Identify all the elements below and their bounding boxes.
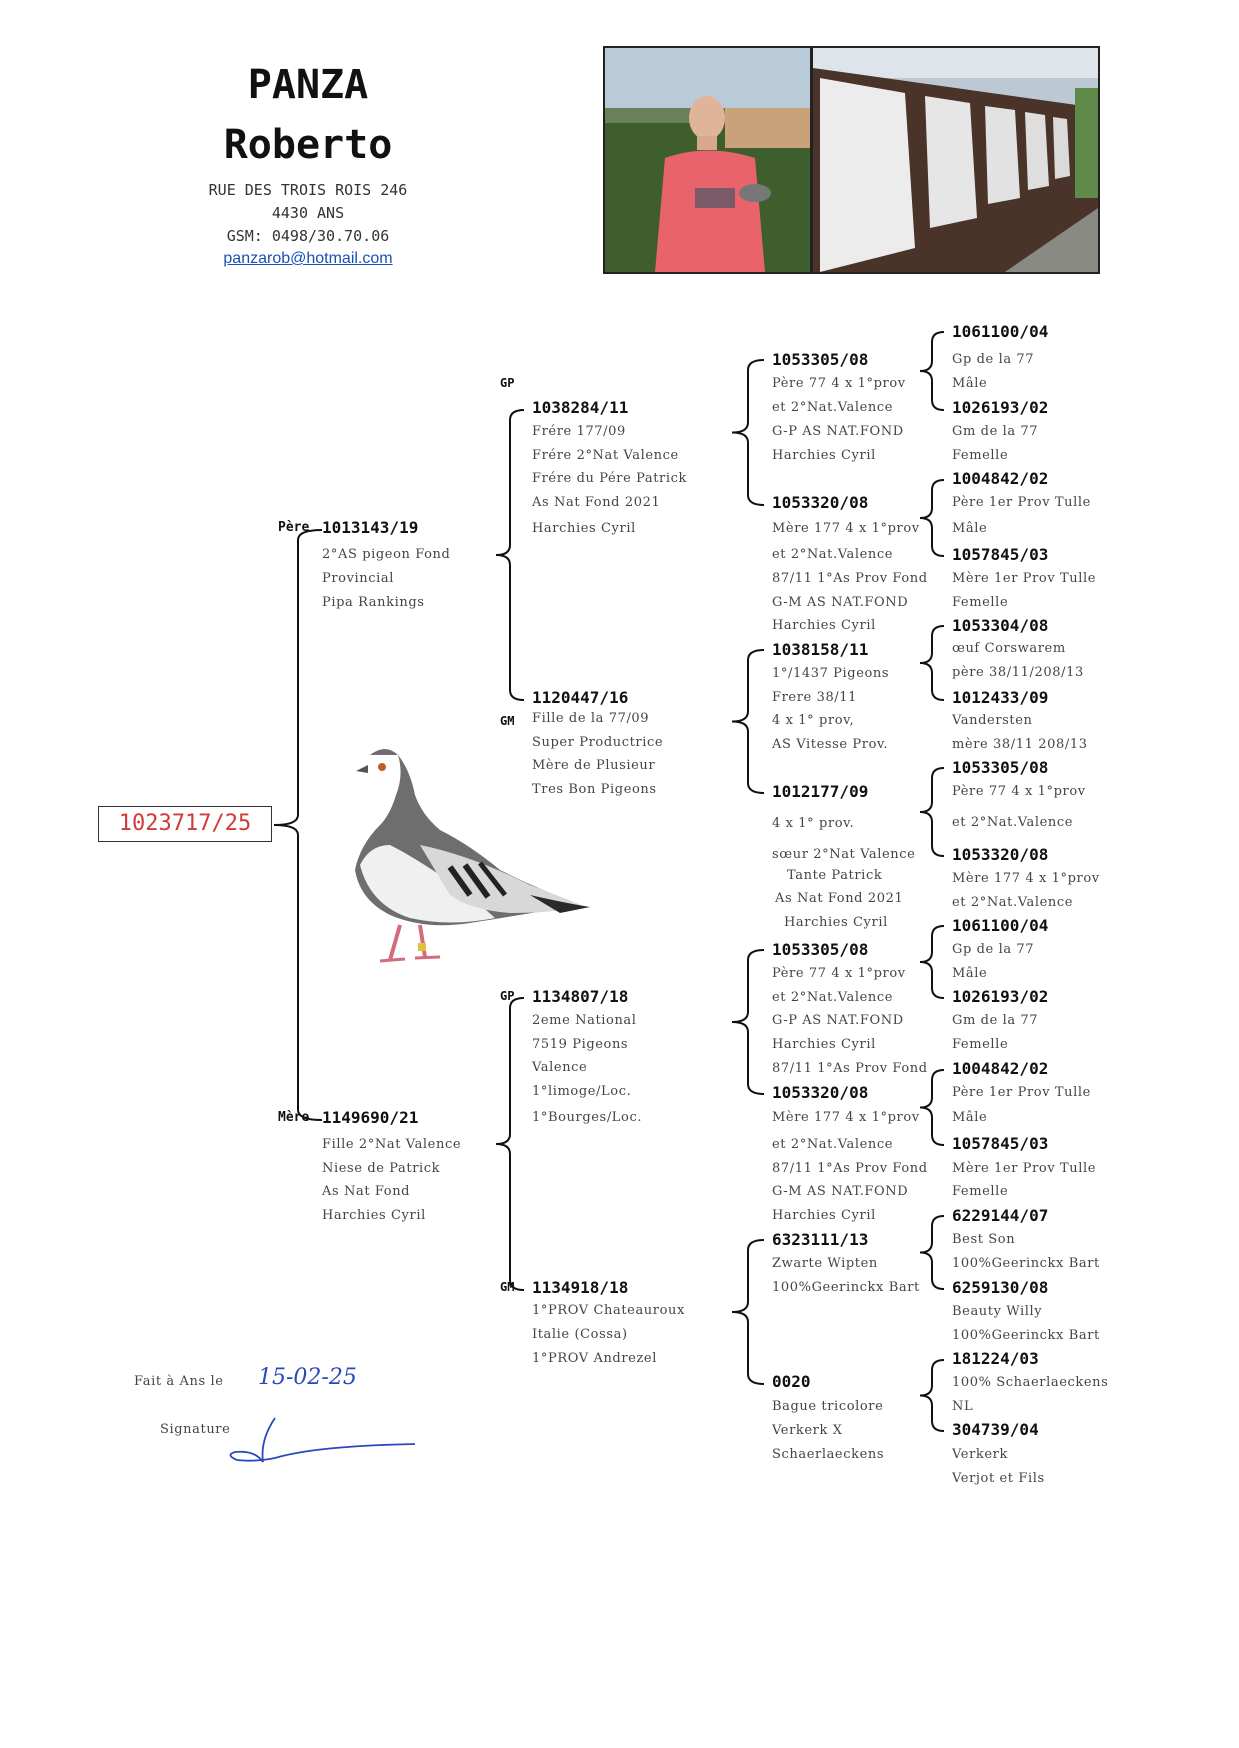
- pere-gp-info-line: Harchies Cyril: [532, 521, 636, 536]
- ancestor-info-line: Mâle: [952, 521, 988, 536]
- ancestor-info-line: et 2°Nat.Valence: [772, 990, 894, 1005]
- ancestor-info-line: AS Vitesse Prov.: [772, 737, 889, 752]
- pedigree-bracket: [732, 360, 764, 505]
- ancestor-ring: 181224/03: [952, 1349, 1039, 1368]
- ancestor-info-line: Mâle: [952, 966, 988, 981]
- breeder-firstname: Roberto: [223, 122, 393, 168]
- ancestor-info-line: Frere 38/11: [772, 690, 858, 705]
- ancestor-info-line: Mâle: [952, 1110, 988, 1125]
- ancestor-info-line: Père 77 4 x 1°prov: [772, 376, 906, 391]
- ancestor-info-line: Verkerk X: [772, 1423, 843, 1438]
- breeder-address: RUE DES TROIS ROIS 246: [208, 181, 408, 199]
- mere-gm-info-line: 1°PROV Chateauroux: [532, 1303, 685, 1318]
- ancestor-info-line: Mère 177 4 x 1°prov: [952, 871, 1100, 886]
- mere-gp-info-line: 1°limoge/Loc.: [532, 1084, 632, 1099]
- pere-gp-ring: 1038284/11: [532, 398, 629, 417]
- ancestor-info-line: 1°/1437 Pigeons: [772, 666, 890, 681]
- signature-date: 15-02-25: [258, 1365, 357, 1390]
- ancestor-info-line: Femelle: [952, 1184, 1009, 1199]
- mere-gp-info-line: 2eme National: [532, 1013, 637, 1028]
- ancestor-info-line: 4 x 1° prov,: [772, 713, 855, 728]
- ancestor-info-line: Harchies Cyril: [772, 1208, 876, 1223]
- pedigree-bracket: [732, 1240, 764, 1384]
- ancestor-ring: 304739/04: [952, 1420, 1039, 1439]
- ancestor-info-line: Femelle: [952, 595, 1009, 610]
- ancestor-info-line: G-P AS NAT.FOND: [772, 424, 904, 439]
- ancestor-info-line: 100%Geerinckx Bart: [952, 1256, 1100, 1271]
- pere-label: Père: [278, 520, 310, 535]
- ancestor-info-line: Mère 1er Prov Tulle: [952, 571, 1097, 586]
- ancestor-info-line: Mère 1er Prov Tulle: [952, 1161, 1097, 1176]
- ancestor-info-line: 4 x 1° prov.: [772, 816, 855, 831]
- pere-info-line: Pipa Rankings: [322, 595, 425, 610]
- pedigree-bracket: [496, 410, 524, 700]
- breeder-email-link[interactable]: panzarob@hotmail.com: [223, 250, 393, 267]
- pedigree-bracket: [274, 530, 322, 1120]
- ancestor-info-line: Harchies Cyril: [784, 915, 888, 930]
- pedigree-bracket: [920, 926, 944, 998]
- ancestor-info-line: Gp de la 77: [952, 352, 1035, 367]
- pere-info-line: 2°AS pigeon Fond: [322, 547, 451, 562]
- mere-gm-info-line: Italie (Cossa): [532, 1327, 628, 1342]
- ancestor-ring: 6229144/07: [952, 1206, 1049, 1225]
- ancestor-info-line: Femelle: [952, 448, 1009, 463]
- ancestor-info-line: Mère 177 4 x 1°prov: [772, 1110, 920, 1125]
- signature-icon: [215, 1410, 425, 1470]
- pere-gp-info-line: Frére 177/09: [532, 424, 626, 439]
- pere-gm-info-line: Fille de la 77/09: [532, 711, 650, 726]
- mere-gp-info-line: Valence: [532, 1060, 588, 1075]
- pere-gp-info-line: As Nat Fond 2021: [532, 495, 661, 510]
- pere-gm-ring: 1120447/16: [532, 688, 629, 707]
- ancestor-info-line: NL: [952, 1399, 974, 1414]
- fait-label: Fait à Ans le: [134, 1374, 224, 1389]
- ancestor-info-line: Zwarte Wipten: [772, 1256, 878, 1271]
- ancestor-info-line: Beauty Willy: [952, 1304, 1043, 1319]
- ancestor-ring: 1012433/09: [952, 688, 1049, 707]
- ancestor-info-line: Père 77 4 x 1°prov: [772, 966, 906, 981]
- mere-gp-info-line: 7519 Pigeons: [532, 1037, 629, 1052]
- ancestor-info-line: et 2°Nat.Valence: [772, 547, 894, 562]
- mere-gp-label: GP: [500, 989, 515, 1003]
- ancestor-ring: 1026193/02: [952, 398, 1049, 417]
- pere-gm-info-line: Mère de Plusieur: [532, 758, 656, 773]
- mere-gm-label: GM: [500, 1280, 515, 1294]
- ancestor-ring: 6323111/13: [772, 1230, 869, 1249]
- mere-gm-ring: 1134918/18: [532, 1278, 629, 1297]
- pere-gm-info-line: Tres Bon Pigeons: [532, 782, 657, 797]
- ancestor-ring: 1053304/08: [952, 616, 1049, 635]
- ancestor-info-line: Harchies Cyril: [772, 448, 876, 463]
- ancestor-info-line: et 2°Nat.Valence: [772, 1137, 894, 1152]
- ancestor-ring: 1053320/08: [772, 493, 869, 512]
- mere-info-line: Niese de Patrick: [322, 1161, 441, 1176]
- mere-info-line: Harchies Cyril: [322, 1208, 426, 1223]
- mere-info-line: As Nat Fond: [322, 1184, 411, 1199]
- ancestor-info-line: Gm de la 77: [952, 424, 1039, 439]
- pere-gm-label: GM: [500, 714, 515, 728]
- pere-gp-info-line: Frére 2°Nat Valence: [532, 448, 679, 463]
- ancestor-info-line: Vandersten: [952, 713, 1033, 728]
- ancestor-info-line: Père 77 4 x 1°prov: [952, 784, 1086, 799]
- pedigree-bracket: [732, 950, 764, 1094]
- ancestor-info-line: 87/11 1°As Prov Fond: [772, 1061, 928, 1076]
- ancestor-info-line: mère 38/11 208/13: [952, 737, 1088, 752]
- ancestor-ring: 1053305/08: [772, 940, 869, 959]
- ancestor-info-line: 87/11 1°As Prov Fond: [772, 571, 928, 586]
- ancestor-info-line: Tante Patrick: [787, 868, 883, 883]
- ancestor-info-line: et 2°Nat.Valence: [952, 815, 1074, 830]
- ancestor-ring: 1038158/11: [772, 640, 869, 659]
- ancestor-ring: 1026193/02: [952, 987, 1049, 1006]
- ancestor-info-line: Gp de la 77: [952, 942, 1035, 957]
- ancestor-info-line: Harchies Cyril: [772, 1037, 876, 1052]
- ancestor-info-line: Harchies Cyril: [772, 618, 876, 633]
- ancestor-info-line: 100%Geerinckx Bart: [772, 1280, 920, 1295]
- main-ring-number: 1023717/25: [98, 806, 272, 842]
- ancestor-info-line: G-M AS NAT.FOND: [772, 1184, 909, 1199]
- ancestor-ring: 1004842/02: [952, 1059, 1049, 1078]
- mere-gm-info-line: 1°PROV Andrezel: [532, 1351, 657, 1366]
- ancestor-ring: 1053320/08: [952, 845, 1049, 864]
- ancestor-info-line: et 2°Nat.Valence: [772, 400, 894, 415]
- ancestor-info-line: et 2°Nat.Valence: [952, 895, 1074, 910]
- pere-gp-info-line: Frére du Pére Patrick: [532, 471, 687, 486]
- ancestor-ring: 1057845/03: [952, 1134, 1049, 1153]
- ancestor-ring: 1061100/04: [952, 322, 1049, 341]
- ancestor-info-line: Verkerk: [952, 1447, 1008, 1462]
- ancestor-ring: 1004842/02: [952, 469, 1049, 488]
- ancestor-info-line: Mâle: [952, 376, 988, 391]
- ancestor-ring: 1061100/04: [952, 916, 1049, 935]
- ancestor-info-line: Bague tricolore: [772, 1399, 884, 1414]
- signature-label: Signature: [160, 1422, 231, 1437]
- breeder-gsm: GSM: 0498/30.70.06: [226, 227, 390, 245]
- mere-gp-ring: 1134807/18: [532, 987, 629, 1006]
- mere-label: Mère: [278, 1110, 310, 1125]
- ancestor-info-line: Best Son: [952, 1232, 1016, 1247]
- ancestor-info-line: Mère 177 4 x 1°prov: [772, 521, 920, 536]
- breeder-surname: PANZA: [247, 62, 369, 108]
- pedigree-bracket: [920, 626, 944, 700]
- ancestor-info-line: Gm de la 77: [952, 1013, 1039, 1028]
- ancestor-ring: 1053305/08: [952, 758, 1049, 777]
- ancestor-info-line: Schaerlaeckens: [772, 1447, 885, 1462]
- ancestor-ring: 1053305/08: [772, 350, 869, 369]
- mere-gp-info-line: 1°Bourges/Loc.: [532, 1110, 643, 1125]
- pedigree-bracket: [920, 1070, 944, 1145]
- ancestor-ring: 1012177/09: [772, 782, 869, 801]
- pedigree-bracket: [496, 998, 524, 1290]
- pedigree-bracket: [920, 1216, 944, 1289]
- pedigree-bracket: [920, 1360, 944, 1431]
- pedigree-bracket: [732, 650, 764, 793]
- ancestor-ring: 6259130/08: [952, 1278, 1049, 1297]
- ancestor-info-line: Femelle: [952, 1037, 1009, 1052]
- pedigree-bracket: [920, 768, 944, 856]
- mere-ring: 1149690/21: [322, 1108, 419, 1127]
- ancestor-ring: 1057845/03: [952, 545, 1049, 564]
- ancestor-info-line: 100%Geerinckx Bart: [952, 1328, 1100, 1343]
- mere-info-line: Fille 2°Nat Valence: [322, 1137, 462, 1152]
- ancestor-info-line: Père 1er Prov Tulle: [952, 495, 1091, 510]
- ancestor-info-line: œuf Corswarem: [952, 641, 1066, 656]
- ancestor-info-line: 87/11 1°As Prov Fond: [772, 1161, 928, 1176]
- ancestor-info-line: G-M AS NAT.FOND: [772, 595, 909, 610]
- pedigree-bracket: [920, 480, 944, 556]
- pere-info-line: Provincial: [322, 571, 395, 586]
- pere-ring: 1013143/19: [322, 518, 419, 537]
- ancestor-info-line: Verjot et Fils: [952, 1471, 1045, 1486]
- breeder-city: 4430 ANS: [271, 204, 345, 222]
- ancestor-ring: 1053320/08: [772, 1083, 869, 1102]
- ancestor-info-line: G-P AS NAT.FOND: [772, 1013, 904, 1028]
- ancestor-info-line: As Nat Fond 2021: [775, 891, 904, 906]
- ancestor-info-line: 100% Schaerlaeckens: [952, 1375, 1109, 1390]
- pere-gp-label: GP: [500, 376, 515, 390]
- ancestor-info-line: sœur 2°Nat Valence: [772, 847, 916, 862]
- ancestor-ring: 0020: [772, 1372, 811, 1391]
- ancestor-info-line: Père 1er Prov Tulle: [952, 1085, 1091, 1100]
- pere-gm-info-line: Super Productrice: [532, 735, 664, 750]
- ancestor-info-line: père 38/11/208/13: [952, 665, 1084, 680]
- pedigree-bracket: [920, 332, 944, 410]
